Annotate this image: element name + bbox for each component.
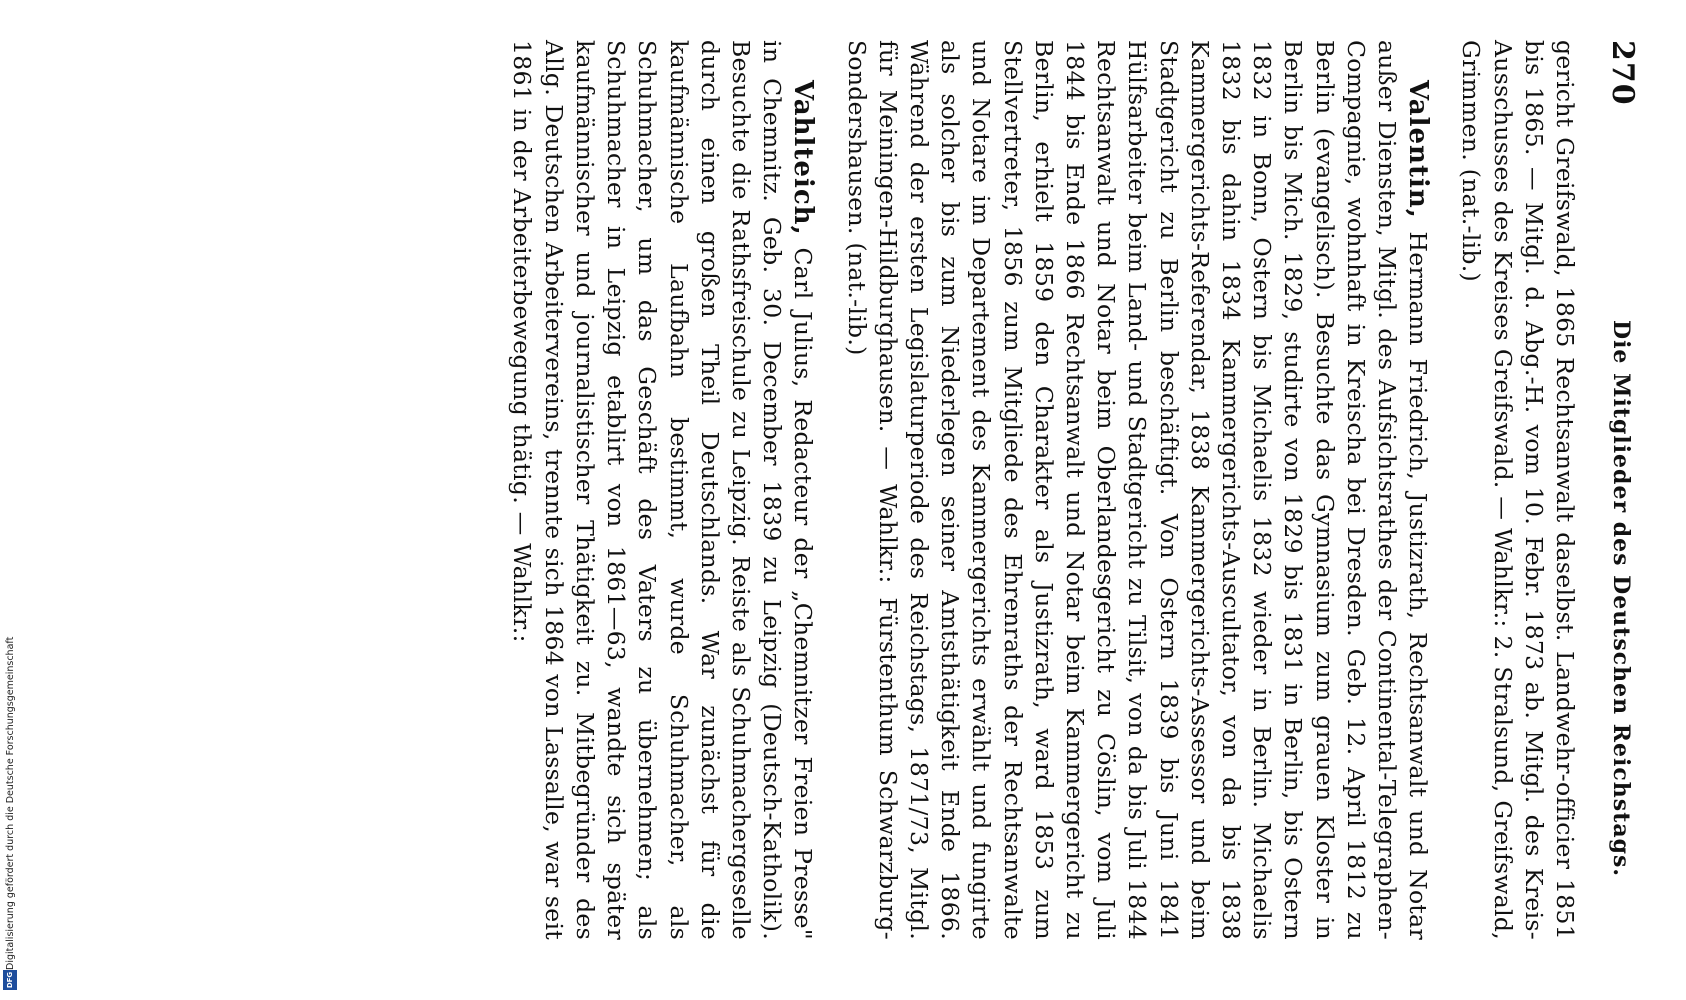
page-header (1600, 40, 1640, 960)
entry-text: Hermann Friedrich, Justizrath, Rechtsanwalt und Notar außer Diensten, Mitgl. des Aufsichtsrathes der Continental-Telegraphen-Compagnie, wohnhaft in Kreischa bei Dresden. Geb. 12. April 1812 zu Berlin (evangelisch). Besuchte das Gymnasium zum grauen Kloster in Berlin bis Mich. 1829, studirte von 1829 bis 1831 in Berlin, bis Ostern 1832 in Bonn, Ostern bis Michaelis 1832 wieder in Berlin. Michaelis 1832 bis dahin 1834 Kammergerichts-Auscultator, von da bis 1838 Kammergerichts-Referendar, 1838 Kammergerichts-Assessor und beim Stadtgericht zu Berlin beschäftigt. Von Ostern 1839 bis Juni 1841 Hülfsarbeiter beim Land- und Stadtgericht zu Tilsit, von da bis Juli 1844 Rechtsanwalt und Notar beim Oberlandesgericht zu Cöslin, vom Juli 1844 bis Ende 1866 Rechtsanwalt und Notar beim Kammergericht zu Berlin, erhielt 1859 den Charakter als Justizrath, ward 1853 zum Stellvertreter, 1856 zum Mitgliede des Ehrenraths der Rechtsanwalte und Notare im Departement des Kammergerichts erwählt und fungirte als solcher bis zum Niederlegen seiner Amtsthätigkeit Ende 1866. Während der ersten Legislaturperiode des Reichstags, 1871/73, Mitgl. für Meiningen-Hildburghausen. — Wahlkr.: Fürstenthum Schwarzburg-Sondershausen. (nat.-lib.) (842, 40, 1433, 940)
page-number: 270 (1605, 40, 1640, 106)
running-head: Die Mitglieder des Deutschen Reichstags. (1608, 320, 1634, 878)
dfg-logo-text: DFG (6, 971, 14, 989)
entry-valentin (840, 40, 1433, 940)
entry-text: Carl Julius, Redacteur der „Chemnitzer Freien Presse" in Chemnitz. Geb. 30. December 1839 zu Leipzig (Deutsch-Katholik). Besuchte die Rathsfreischule zu Leipzig. Reiste als Schuhmachergeselle durch einen großen Theil Deutschlands. War zunächst für die kaufmännische Laufbahn bestimmt, wurde Schuhmacher, als Schuhmacher, um das Geschäft des Vaters zu übernehmen; als Schuhmacher in Leipzig etablirt von 1861—63, wandte sich später kaufmännischer und journalistischer Thätigkeit zu. Mitbegründer des Allg. Deutschen Arbeitervereins, trennte sich 1864 von Lassalle, war seit 1861 in der Arbeiterbewegung thätig. — Wahlkr.: (508, 40, 818, 940)
body-text (506, 40, 1580, 940)
dfg-notice: Digitalisierung gefördert durch die Deutsche Forschungsgemeinschaft (5, 636, 16, 970)
entry-vahlteich (506, 40, 818, 940)
dfg-notice-strip (2, 565, 18, 990)
entry-name: Valentin, (1403, 80, 1434, 219)
intro-paragraph: gericht Greifswald, 1865 Rechtsanwalt daselbst. Landwehr-officier 1851 bis 1865. — Mitgl. d. Abg.-H. vom 10. Febr. 1873 ab. Mitgl. des Kreis-Ausschusses des Kreises Greifswald. — Wahlkr.: 2. Stralsund, Greifswald, Grimmen. (nat.-lib.) (1457, 40, 1579, 940)
rotated-page (100, 40, 1640, 960)
entry-name: Vahlteich, (788, 80, 819, 236)
dfg-logo-icon (3, 970, 17, 990)
